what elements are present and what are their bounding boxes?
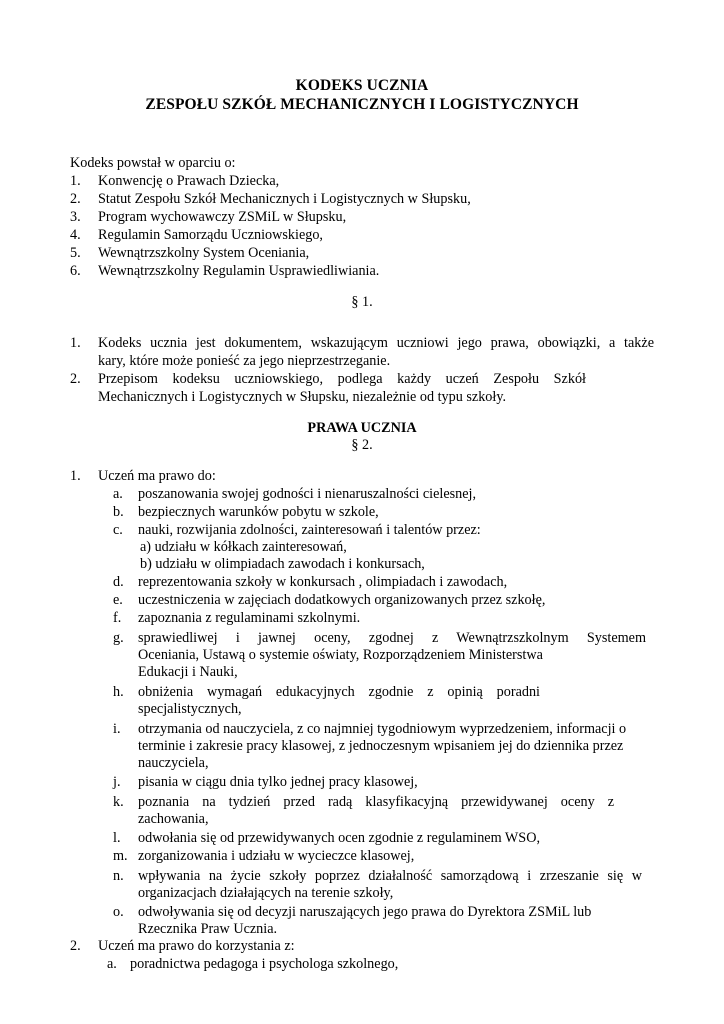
document-subtitle: ZESPOŁU SZKÓŁ MECHANICZNYCH I LOGISTYCZNYCH xyxy=(145,96,579,113)
list-item: Wewnątrzszkolny Regulamin Usprawiedliwiania. xyxy=(98,263,380,279)
list-number: 2. xyxy=(70,191,81,207)
subitem-text: nauki, rozwijania zdolności, zainteresowań i talentów przez: xyxy=(138,522,481,538)
subitem-text: reprezentowania szkoły w konkursach , olimpiadach i zawodach, xyxy=(138,574,508,590)
section-sign-1: § 1. xyxy=(351,294,373,310)
subitem-text: terminie i zakresie pracy klasowej, z jednoczesnym wpisaniem jej do dziennika przez xyxy=(138,738,624,754)
subitem-text: zorganizowania i udziału w wycieczce klasowej, xyxy=(138,848,415,864)
subitem-letter: j. xyxy=(113,774,121,790)
paragraph-number: 1. xyxy=(70,468,81,484)
subitem-text: obniżenia wymagań edukacyjnych zgodnie z opinią poradni xyxy=(138,684,540,700)
subitem-text: specjalistycznych, xyxy=(138,701,242,717)
paragraph-line: Kodeks ucznia jest dokumentem, wskazującym uczniowi jego prawa, obowiązki, a także xyxy=(98,335,654,351)
list-number: 3. xyxy=(70,209,81,225)
sources-intro: Kodeks powstał w oparciu o: xyxy=(70,155,236,171)
subitem-text: bezpiecznych warunków pobytu w szkole, xyxy=(138,504,379,520)
list-item: Konwencję o Prawach Dziecka, xyxy=(98,173,280,189)
list-item: Regulamin Samorządu Uczniowskiego, xyxy=(98,227,323,243)
subitem-text: odwoływania się od decyzji naruszających jego prawa do Dyrektora ZSMiL lub xyxy=(138,904,592,920)
list-number: 6. xyxy=(70,263,81,279)
subitem-letter: k. xyxy=(113,794,124,810)
subitem-letter: h. xyxy=(113,684,124,700)
paragraph-number: 1. xyxy=(70,335,81,351)
section-heading-rights: PRAWA UCZNIA xyxy=(307,420,417,436)
subitem-text: uczestniczenia w zajęciach dodatkowych organizowanych przez szkołę, xyxy=(138,592,546,608)
nested-subitem: b) udziału w olimpiadach zawodach i konkursach, xyxy=(140,556,425,572)
list-item: Program wychowawczy ZSMiL w Słupsku, xyxy=(98,209,347,225)
subitem-letter: a. xyxy=(113,486,123,502)
subitem-text: Rzecznika Praw Ucznia. xyxy=(138,921,278,937)
paragraph-line: Mechanicznych i Logistycznych w Słupsku, niezależnie od typu szkoły. xyxy=(98,389,507,405)
subitem-letter: f. xyxy=(113,610,122,626)
subitem-letter: i. xyxy=(113,721,121,737)
subitem-letter: c. xyxy=(113,522,123,538)
list-item: Statut Zespołu Szkół Mechanicznych i Logistycznych w Słupsku, xyxy=(98,191,471,207)
subitem-text: Edukacji i Nauki, xyxy=(138,664,238,680)
list-item: Wewnątrzszkolny System Oceniania, xyxy=(98,245,310,261)
subitem-text: zachowania, xyxy=(138,811,209,827)
subitem-text: sprawiedliwej i jawnej oceny, zgodnej z Wewnątrzszkolnym Systemem xyxy=(138,630,646,646)
subitem-letter: b. xyxy=(113,504,124,520)
subitem-text: pisania w ciągu dnia tylko jednej pracy klasowej, xyxy=(138,774,418,790)
subitem-letter: n. xyxy=(113,868,124,884)
subitem-text: wpływania na życie szkoły poprzez działalność samorządową i zrzeszanie się w xyxy=(138,868,642,884)
subitem-letter: e. xyxy=(113,592,123,608)
list-number: 5. xyxy=(70,245,81,261)
subitem-text: poradnictwa pedagoga i psychologa szkolnego, xyxy=(130,956,399,972)
subitem-letter: d. xyxy=(113,574,124,590)
paragraph-number: 2. xyxy=(70,371,81,387)
paragraph-line: Uczeń ma prawo do: xyxy=(98,468,216,484)
subitem-letter: m. xyxy=(113,848,128,864)
subitem-letter: o. xyxy=(113,904,124,920)
subitem-text: nauczyciela, xyxy=(138,755,209,771)
list-number: 4. xyxy=(70,227,81,243)
subitem-text: Oceniania, Ustawą o systemie oświaty, Rozporządzeniem Ministerstwa xyxy=(138,647,543,663)
subitem-text: odwołania się od przewidywanych ocen zgodnie z regulaminem WSO, xyxy=(138,830,540,846)
subitem-text: poszanowania swojej godności i nienaruszalności cielesnej, xyxy=(138,486,477,502)
subitem-letter: a. xyxy=(107,956,117,972)
subitem-letter: g. xyxy=(113,630,124,646)
subitem-text: organizacjach działających na terenie szkoły, xyxy=(138,885,394,901)
paragraph-line: kary, które może ponieść za jego nieprzestrzeganie. xyxy=(98,353,391,369)
paragraph-number: 2. xyxy=(70,938,81,954)
document-title: KODEKS UCZNIA xyxy=(295,77,429,94)
paragraph-line: Uczeń ma prawo do korzystania z: xyxy=(98,938,295,954)
subitem-letter: l. xyxy=(113,830,121,846)
subitem-text: zapoznania z regulaminami szkolnymi. xyxy=(138,610,361,626)
paragraph-line: Przepisom kodeksu uczniowskiego, podlega każdy uczeń Zespołu Szkół xyxy=(98,371,586,387)
subitem-text: otrzymania od nauczyciela, z co najmniej tygodniowym wyprzedzeniem, informacji o xyxy=(138,721,627,737)
section-sign-2: § 2. xyxy=(351,437,373,453)
nested-subitem: a) udziału w kółkach zainteresowań, xyxy=(140,539,347,555)
subitem-text: poznania na tydzień przed radą klasyfikacyjną przewidywanej oceny z xyxy=(138,794,614,810)
list-number: 1. xyxy=(70,173,81,189)
